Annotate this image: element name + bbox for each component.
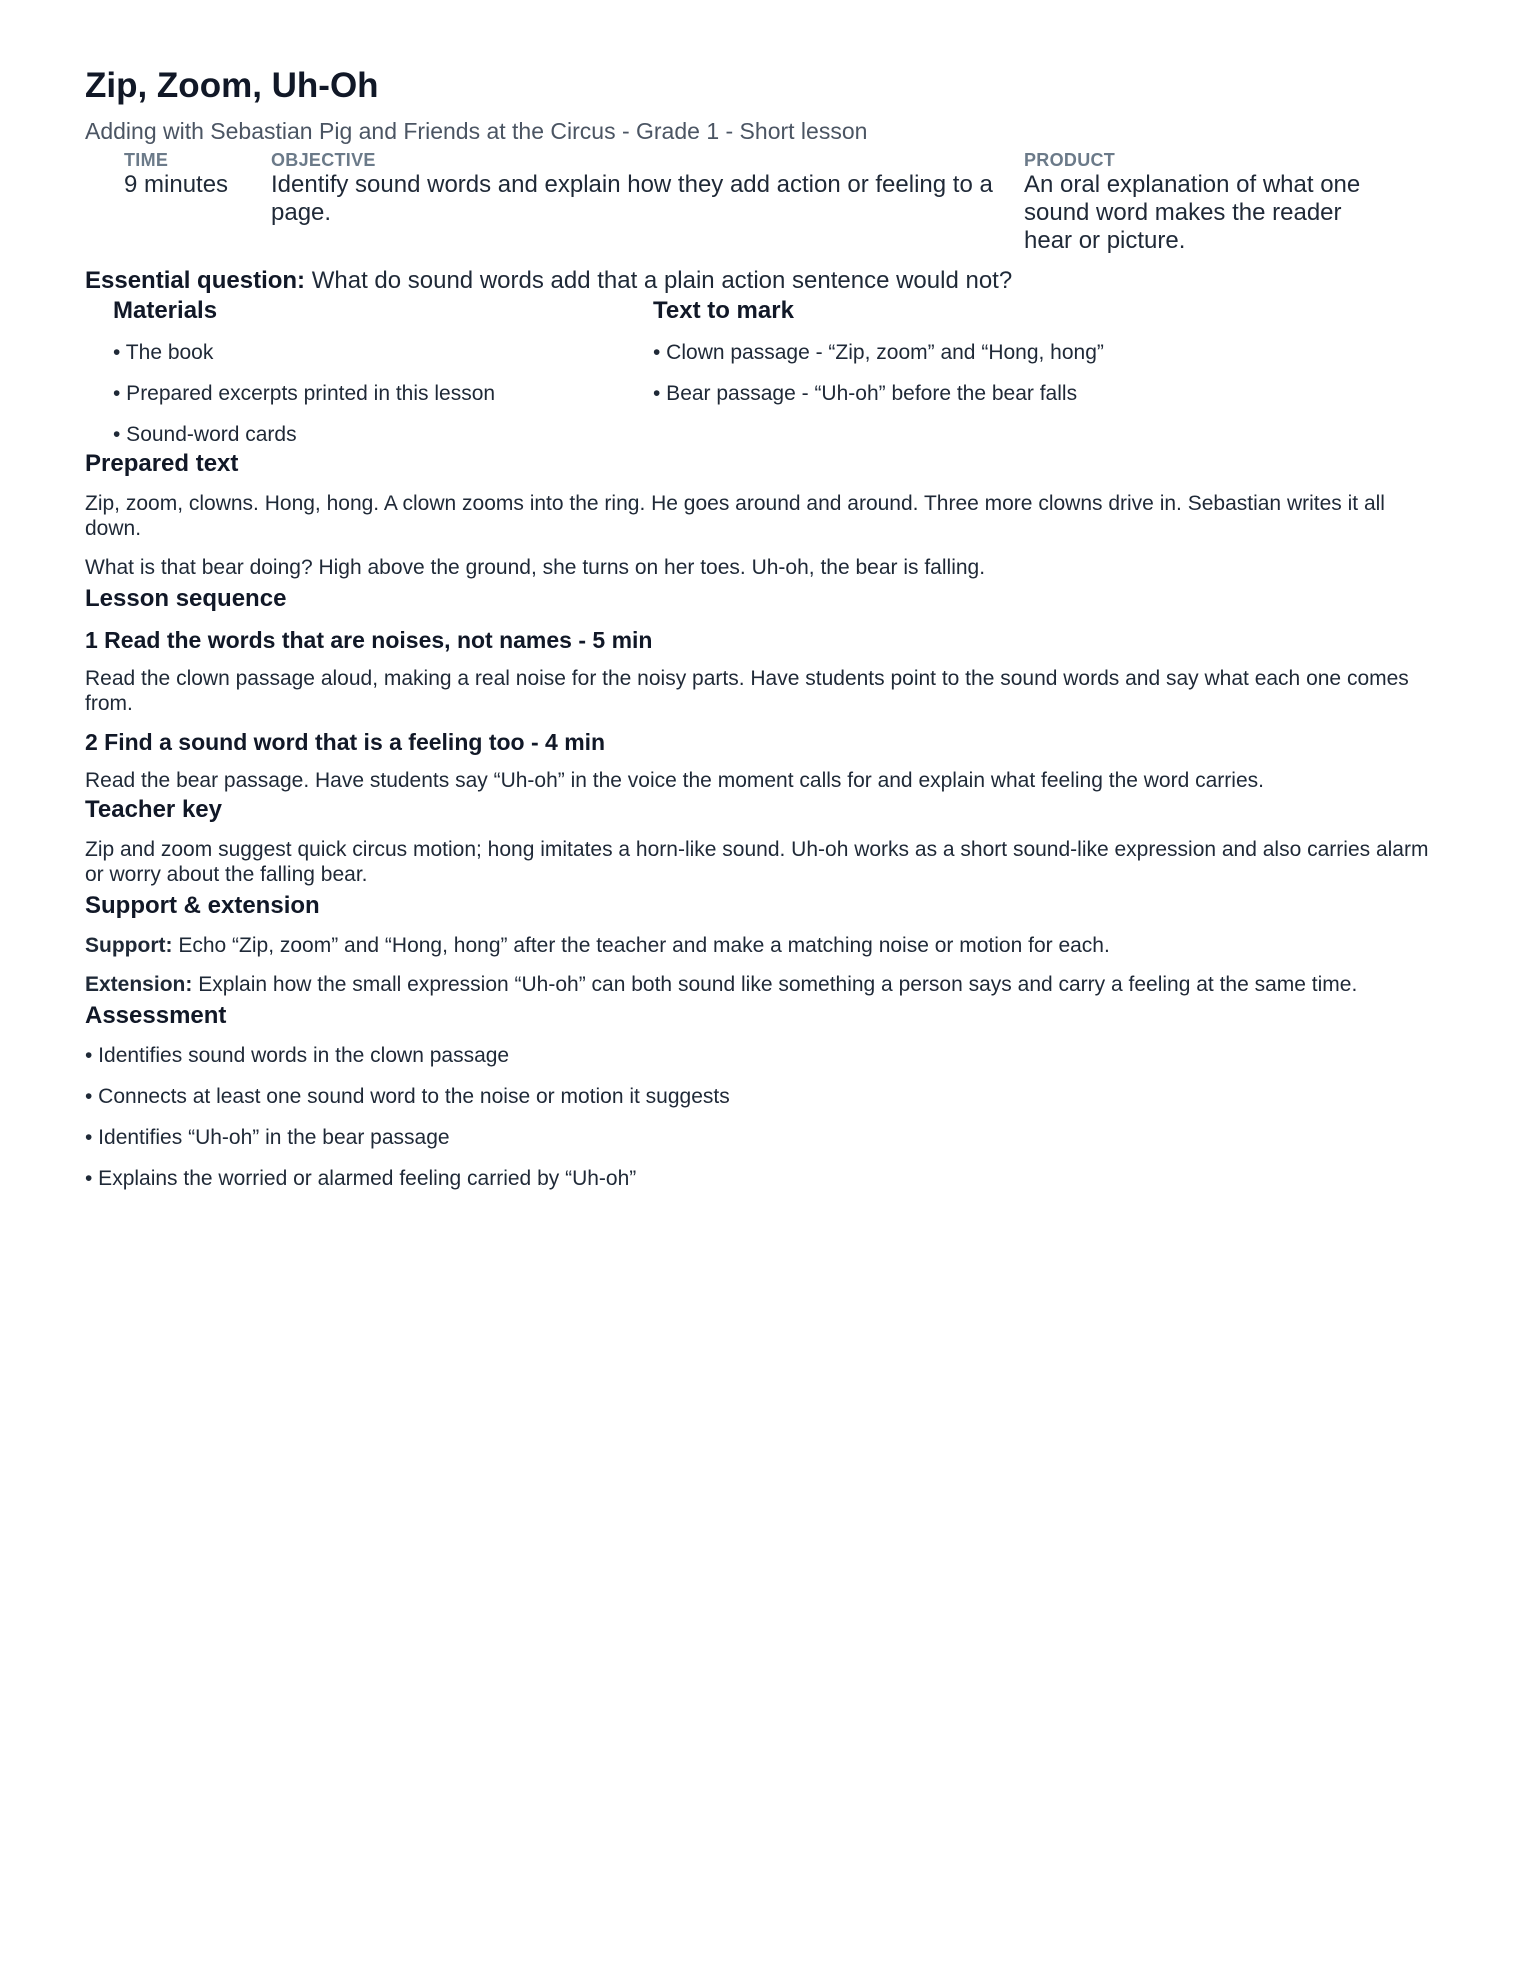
support-label: Support: xyxy=(85,934,173,957)
list-item: • Sound-word cards xyxy=(113,423,297,446)
essential-question-label: Essential question: xyxy=(85,267,306,294)
prepared-text-heading: Prepared text xyxy=(85,450,239,477)
essential-question xyxy=(85,266,1446,296)
teacher-key-text: Zip and zoom suggest quick circus motion; hong imitates a horn-like sound. Uh-oh works as a short sound-like expression and also carries alarm or worry about the falling bear. xyxy=(85,838,1429,886)
prepared-text-paragraph: What is that bear doing? High above the ground, she turns on her toes. Uh-oh, the bear is falling. xyxy=(85,556,986,579)
objective-label: OBJECTIVE xyxy=(271,150,376,170)
assessment-heading: Assessment xyxy=(85,1002,227,1029)
list-item: • Identifies sound words in the clown passage xyxy=(85,1044,510,1067)
materials-heading: Materials xyxy=(113,297,218,324)
prepared-text-paragraph: Zip, zoom, clowns. Hong, hong. A clown zooms into the ring. He goes around and around. Three more clowns drive in. Sebastian writes it all down. xyxy=(85,492,1385,540)
list-item: • Explains the worried or alarmed feeling carried by “Uh-oh” xyxy=(85,1167,637,1190)
page-subtitle: Adding with Sebastian Pig and Friends at the Circus - Grade 1 - Short lesson xyxy=(85,118,868,144)
page-title: Zip, Zoom, Uh-Oh xyxy=(85,66,379,105)
essential-question-text: What do sound words add that a plain action sentence would not? xyxy=(311,267,1013,294)
text-to-mark-heading: Text to mark xyxy=(653,297,794,324)
materials-section xyxy=(113,296,653,447)
extension-paragraph xyxy=(85,972,1446,997)
step-title: 1 Read the words that are noises, not names - 5 min xyxy=(85,627,653,653)
product-label: PRODUCT xyxy=(1024,150,1116,170)
list-item: • Prepared excerpts printed in this lesson xyxy=(113,382,496,405)
materials-and-text-to-mark xyxy=(113,296,1446,447)
step-text: Read the clown passage aloud, making a real noise for the noisy parts. Have students point to the sound words and say what each one comes from. xyxy=(85,667,1409,715)
step-text: Read the bear passage. Have students say “Uh-oh” in the voice the moment calls for and explain what feeling the word carries. xyxy=(85,769,1264,792)
text-to-mark-section xyxy=(653,296,1273,447)
list-item: • Connects at least one sound word to the noise or motion it suggests xyxy=(85,1085,730,1108)
lesson-sequence-heading: Lesson sequence xyxy=(85,585,287,612)
list-item: • Identifies “Uh-oh” in the bear passage xyxy=(85,1126,450,1149)
assessment-list xyxy=(85,1043,1446,1191)
step-title: 2 Find a sound word that is a feeling too - 4 min xyxy=(85,729,606,755)
extension-text: Explain how the small expression “Uh-oh” can both sound like something a person says and carry a feeling at the same time. xyxy=(198,973,1358,996)
list-item: • Clown passage - “Zip, zoom” and “Hong, hong” xyxy=(653,341,1104,364)
support-text: Echo “Zip, zoom” and “Hong, hong” after the teacher and make a matching noise or motion for each. xyxy=(178,934,1110,957)
materials-list xyxy=(113,340,653,447)
support-paragraph xyxy=(85,933,1446,958)
teacher-key-heading: Teacher key xyxy=(85,796,222,823)
time-label: TIME xyxy=(124,150,169,170)
list-item: • Bear passage - “Uh-oh” before the bear falls xyxy=(653,382,1078,405)
text-to-mark-list xyxy=(653,340,1273,406)
support-extension-heading: Support & extension xyxy=(85,892,320,919)
lesson-meta xyxy=(124,149,1446,255)
extension-label: Extension: xyxy=(85,973,193,996)
objective-value: Identify sound words and explain how they add action or feeling to a page. xyxy=(271,171,993,226)
time-value: 9 minutes xyxy=(124,171,229,198)
product-value: An oral explanation of what one sound word makes the reader hear or picture. xyxy=(1024,171,1361,254)
list-item: • The book xyxy=(113,341,214,364)
